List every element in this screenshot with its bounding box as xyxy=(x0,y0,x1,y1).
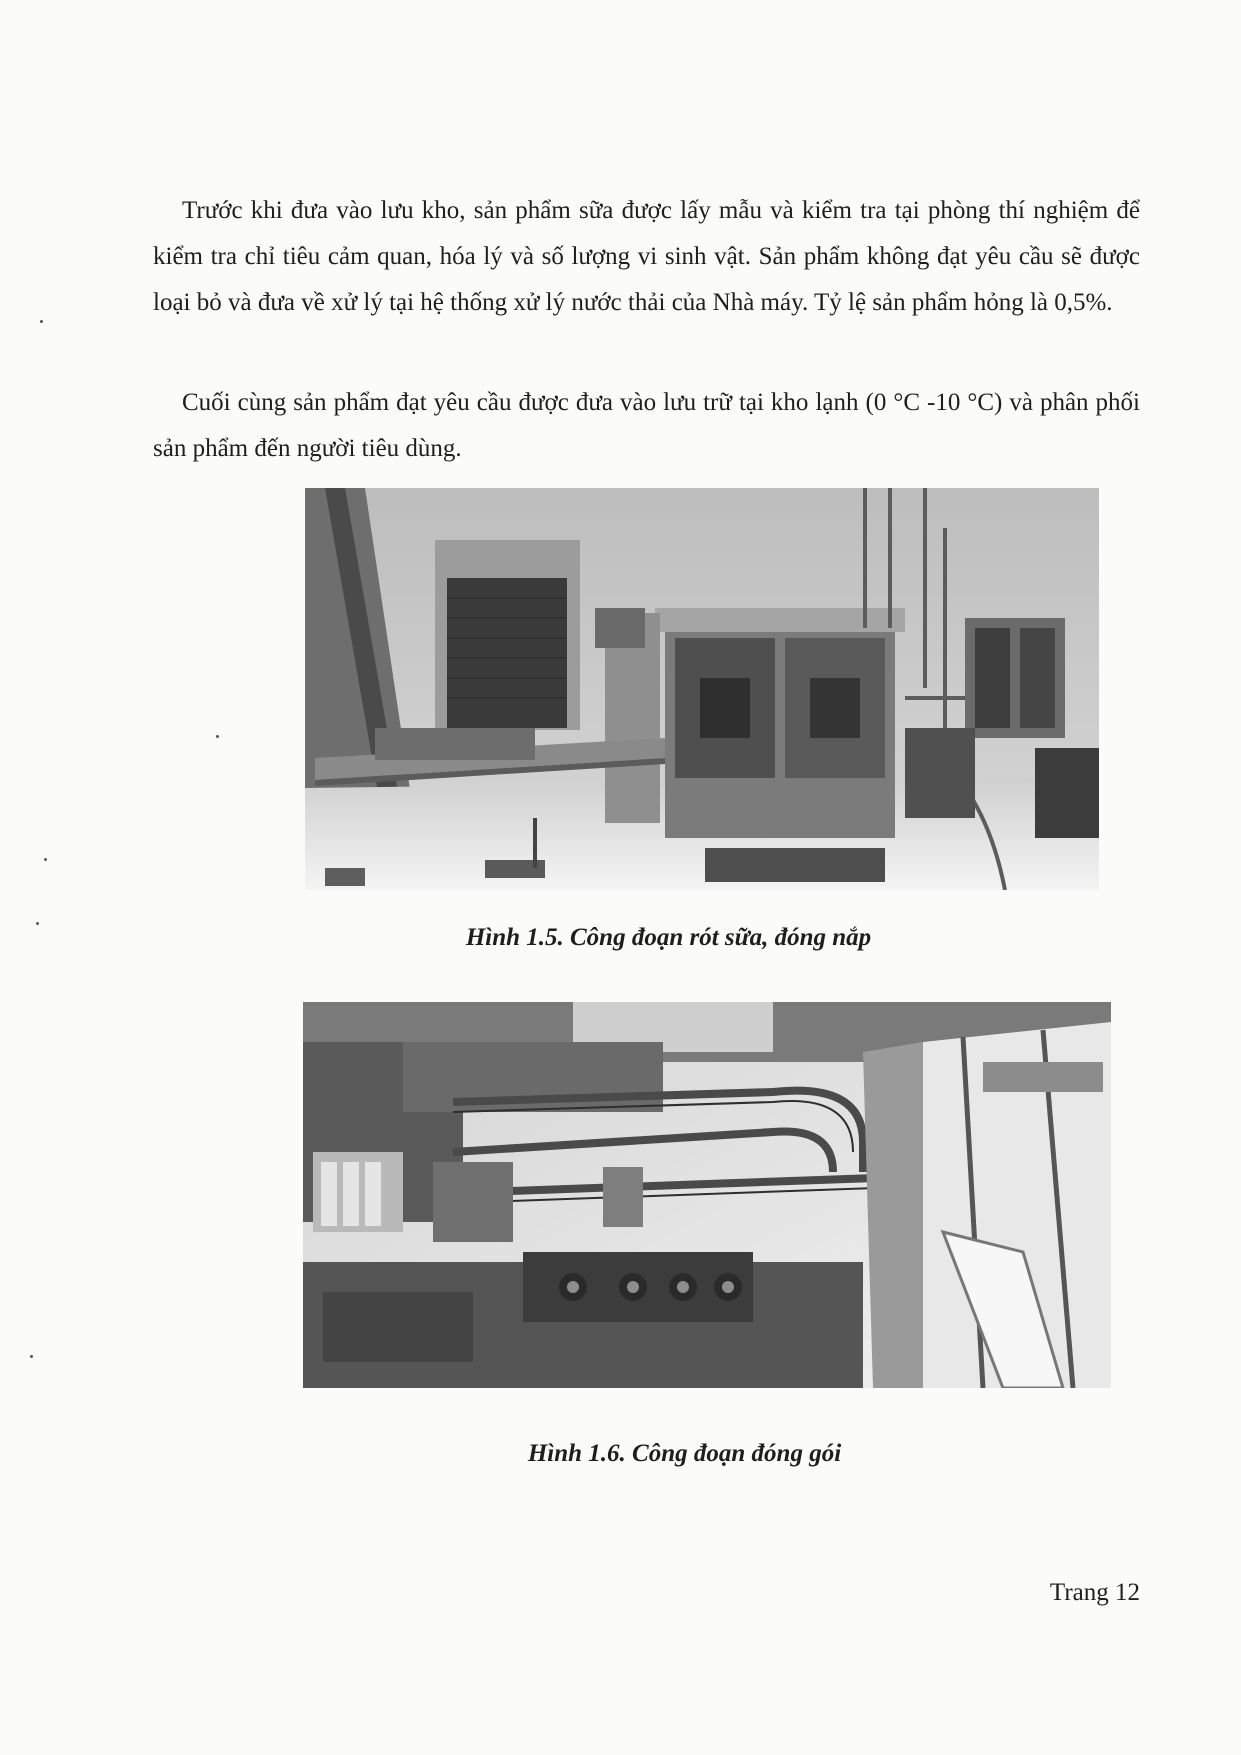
packaging-line-photo xyxy=(303,1002,1111,1388)
figure-1-6-caption: Hình 1.6. Công đoạn đóng gói xyxy=(527,1440,842,1467)
figure-1-5-photo xyxy=(305,488,1099,890)
filling-line-photo xyxy=(305,488,1099,890)
scan-speck xyxy=(30,1355,33,1358)
figure-1-5-caption: Hình 1.5. Công đoạn rót sữa, đóng nắp xyxy=(465,924,872,951)
page-number: Trang 12 xyxy=(1049,1579,1140,1606)
paragraph-storage-testing: Trước khi đưa vào lưu kho, sản phẩm sữa được lấy mẫu và kiểm tra tại phòng thí nghiệm để kiểm tra chỉ tiêu cảm quan, hóa lý và số lượng vi sinh vật. Sản phẩm không đạt yêu cầu sẽ được loại bỏ và đưa về xử lý tại hệ thống xử lý nước thải của Nhà máy. Tỷ lệ sản phẩm hỏng là 0,5%. xyxy=(153,197,1140,316)
scan-speck xyxy=(216,735,219,738)
paragraph-cold-storage: Cuối cùng sản phẩm đạt yêu cầu được đưa vào lưu trữ tại kho lạnh (0 °C -10 °C) và phân phối sản phẩm đến người tiêu dùng. xyxy=(153,389,1140,462)
scan-speck xyxy=(40,320,43,323)
figure-1-6-photo xyxy=(303,1002,1111,1388)
scan-speck xyxy=(44,858,47,861)
scan-speck xyxy=(36,922,39,925)
